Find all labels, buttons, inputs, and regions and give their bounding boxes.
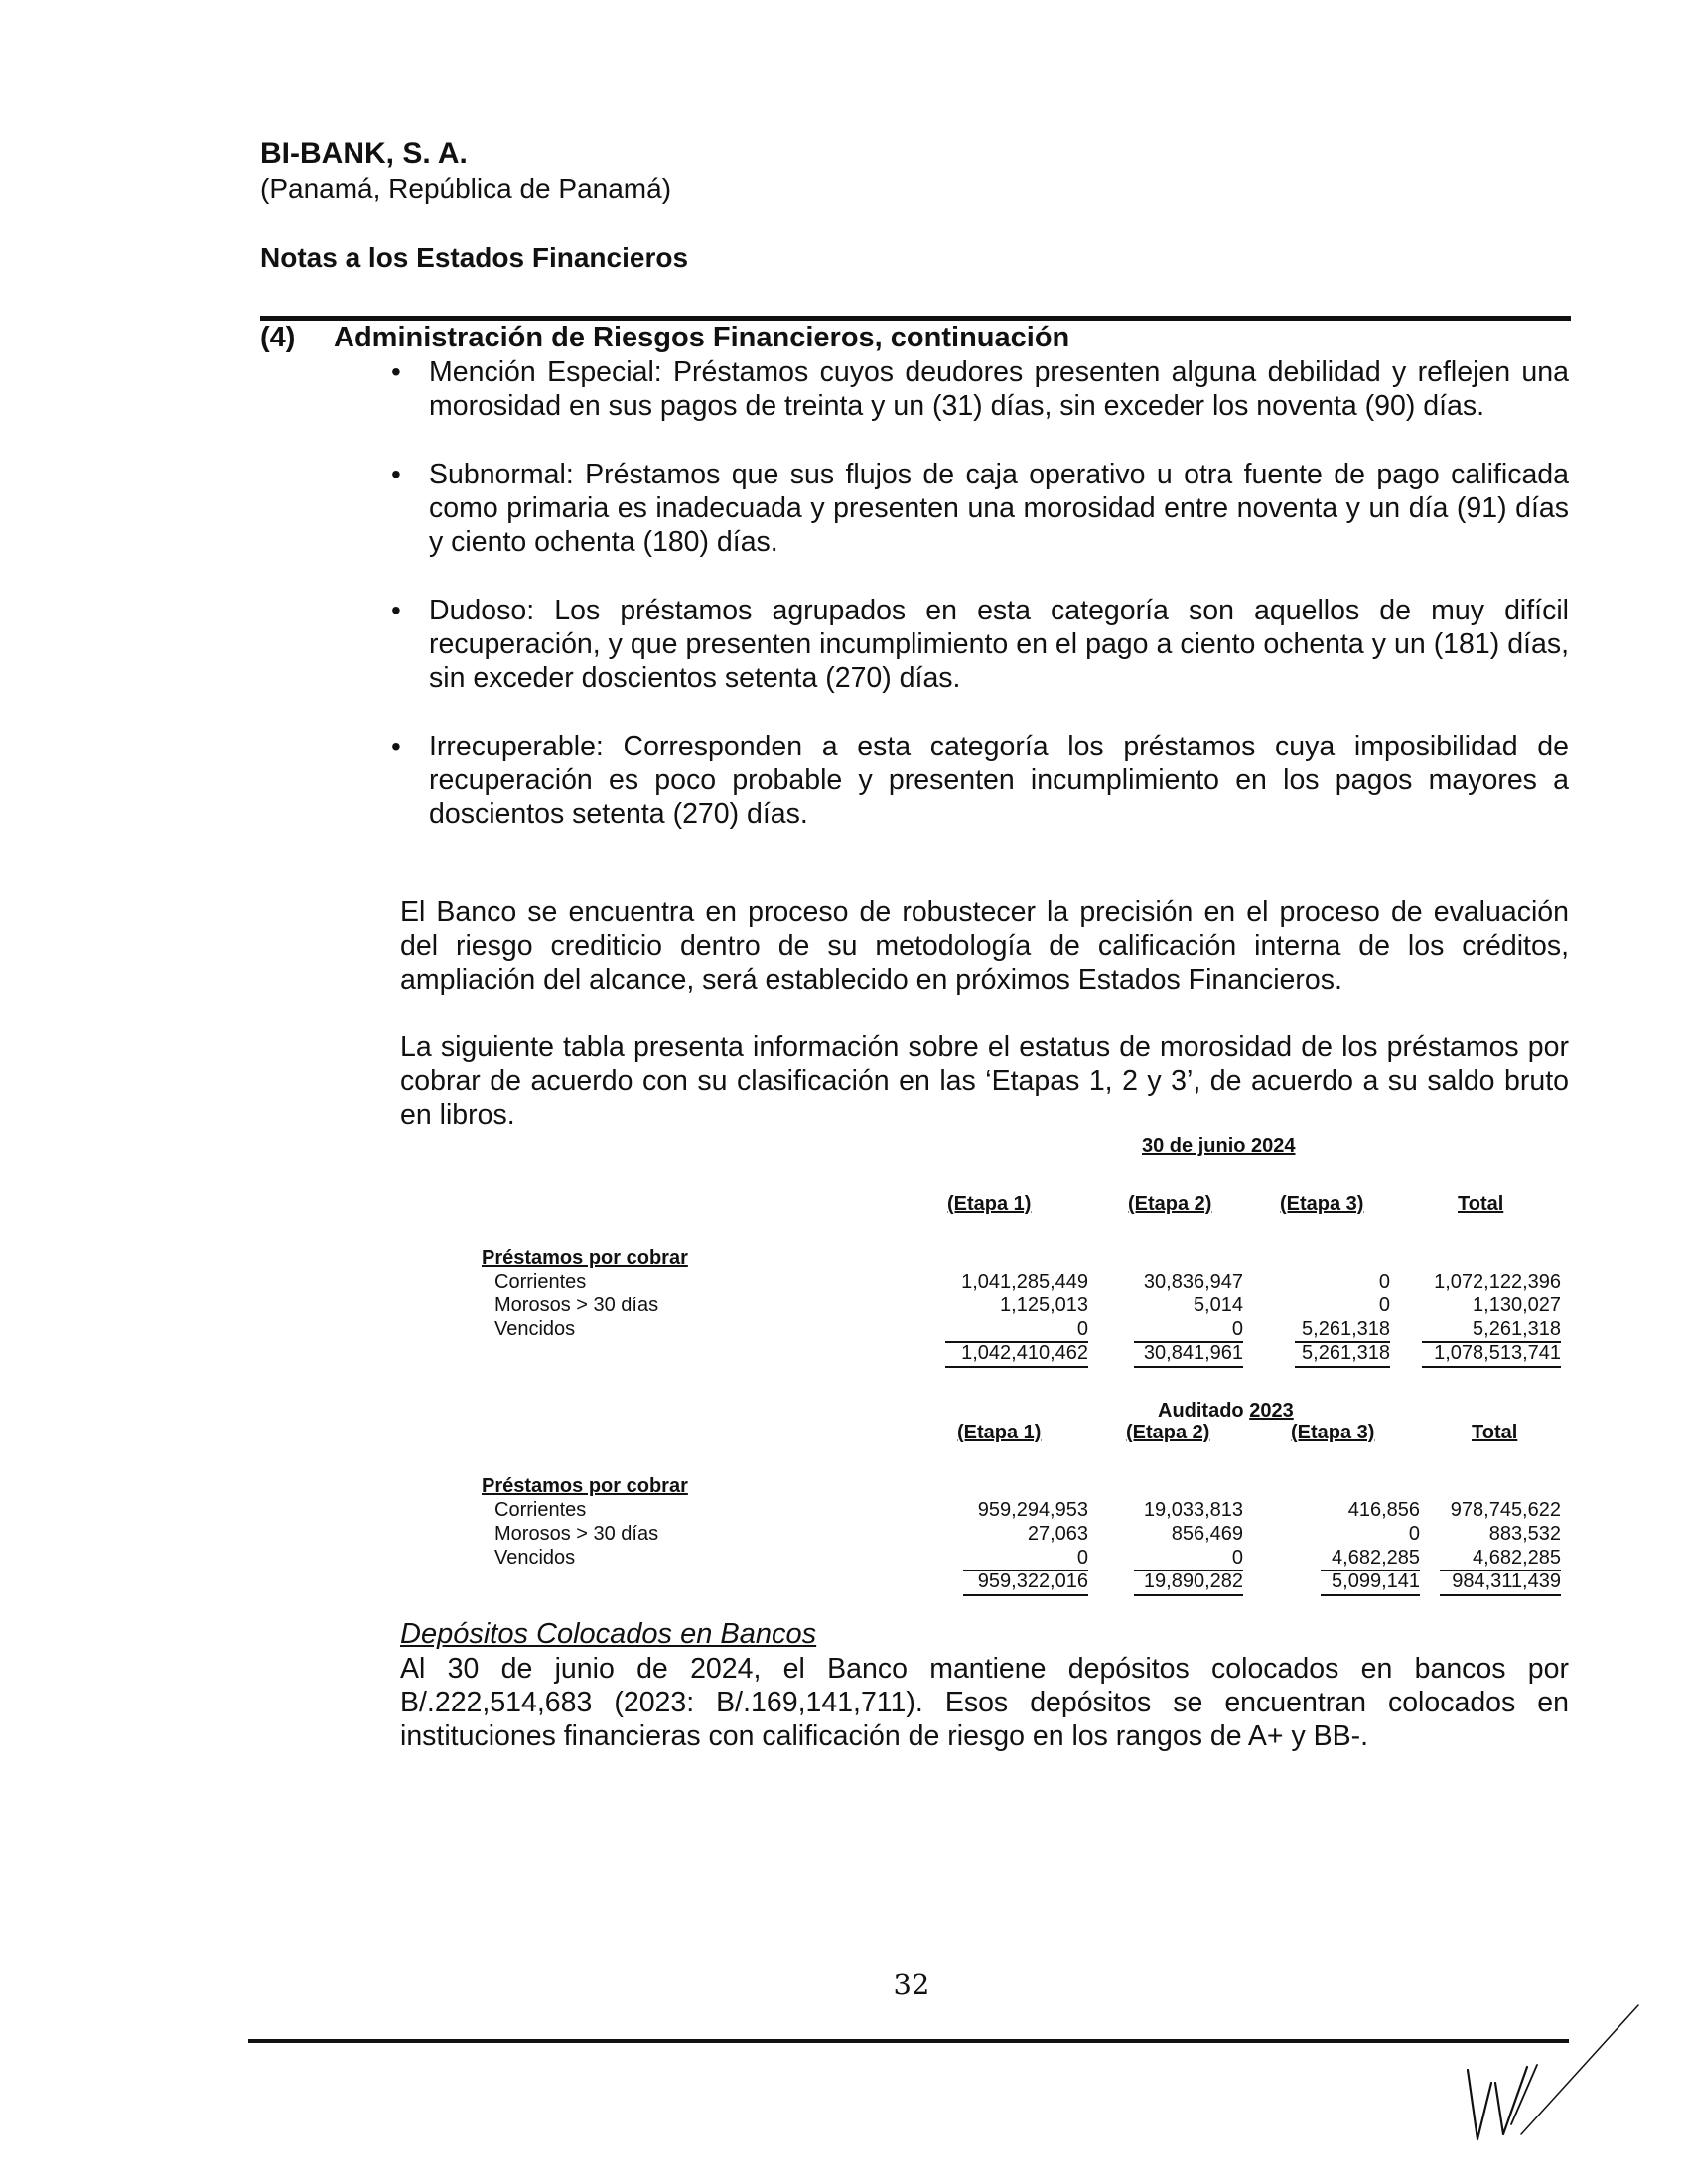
row-label: Morosos > 30 días	[494, 1523, 659, 1545]
total-rule	[1295, 1366, 1390, 1368]
bullet-subnormal: • Subnormal: Préstamos que sus flujos de caja operativo u otra fuente de pago calificada como primaria es inadecuada y presenten una morosidad entre noventa y un día (91) días y ciento ochenta (180) días.	[429, 458, 1569, 559]
deposits-heading: Depósitos Colocados en Bancos	[400, 1618, 817, 1650]
total-cell: 30,841,961	[1143, 1342, 1243, 1364]
column-header: Total	[1472, 1422, 1518, 1443]
group-label: Préstamos por cobrar	[482, 1247, 688, 1269]
table-period	[1158, 1400, 1294, 1423]
column-header: Total	[1458, 1193, 1504, 1215]
row-label: Vencidos	[494, 1547, 576, 1569]
signature-icon	[1460, 1976, 1658, 2164]
table-cell: 0	[1076, 1318, 1088, 1340]
total-rule	[1321, 1594, 1420, 1596]
table-cell: 1,125,013	[1000, 1295, 1088, 1316]
paragraph-table-intro: La siguiente tabla presenta información sobre el estatus de morosidad de los préstamos por cobrar de acuerdo con su clasificación en las ‘Etapas 1, 2 y 3’, de acuerdo a su saldo bruto en libros.	[400, 1031, 1569, 1131]
row-label: Morosos > 30 días	[494, 1295, 659, 1316]
total-rule	[1134, 1594, 1243, 1596]
section-number: (4)	[260, 322, 296, 353]
table-cell: 0	[1378, 1271, 1390, 1293]
row-label: Vencidos	[494, 1318, 576, 1340]
column-header: (Etapa 1)	[957, 1422, 1042, 1443]
row-label: Corrientes	[494, 1499, 587, 1521]
total-rule	[963, 1594, 1088, 1596]
total-cell: 19,890,282	[1143, 1570, 1243, 1592]
table-cell: 0	[1231, 1547, 1243, 1569]
table-cell: 856,469	[1171, 1523, 1243, 1545]
bullet-dudoso: • Dudoso: Los préstamos agrupados en esta categoría son aquellos de muy difícil recuperación, y que presenten incumplimiento en el pago a ciento ochenta y un (181) días, sin exceder doscientos setenta (270) días.	[429, 594, 1569, 695]
table-cell: 5,261,318	[1302, 1318, 1390, 1340]
total-cell: 984,311,439	[1452, 1570, 1561, 1592]
paragraph-evaluation: El Banco se encuentra en proceso de robustecer la precisión en el proceso de evaluación del riesgo crediticio dentro de su metodología de calificación interna de los créditos, ampliación del alcance, será establecido en próximos Estados Financieros.	[400, 896, 1569, 996]
table-cell: 27,063	[1027, 1523, 1088, 1545]
table-cell: 883,532	[1488, 1523, 1561, 1545]
risk-category-list	[429, 355, 1569, 866]
table-cell: 5,014	[1193, 1295, 1243, 1316]
column-header: (Etapa 3)	[1291, 1422, 1375, 1443]
table-cell: 4,682,285	[1473, 1547, 1561, 1569]
section-title: Administración de Riesgos Financieros, continuación	[334, 322, 1070, 353]
footer-rule	[248, 2039, 1569, 2043]
column-header: (Etapa 2)	[1126, 1422, 1210, 1443]
company-name: BI-BANK, S. A.	[260, 137, 468, 170]
table-cell: 0	[1378, 1295, 1390, 1316]
total-cell: 1,078,513,741	[1434, 1342, 1561, 1364]
table-cell: 30,836,947	[1143, 1271, 1243, 1293]
total-cell: 5,261,318	[1302, 1342, 1390, 1364]
table-period: 30 de junio 2024	[1142, 1135, 1296, 1157]
total-cell: 959,322,016	[977, 1570, 1088, 1592]
table-cell: 0	[1076, 1547, 1088, 1569]
table-cell: 978,745,622	[1450, 1499, 1561, 1521]
header-rule	[260, 316, 1571, 321]
column-header: (Etapa 3)	[1280, 1193, 1364, 1215]
column-header: (Etapa 1)	[947, 1193, 1032, 1215]
table-cell: 5,261,318	[1473, 1318, 1561, 1340]
table-cell: 416,856	[1347, 1499, 1420, 1521]
column-header: (Etapa 2)	[1128, 1193, 1212, 1215]
table-cell: 0	[1231, 1318, 1243, 1340]
table-cell: 1,041,285,449	[961, 1271, 1088, 1293]
table-cell: 959,294,953	[977, 1499, 1088, 1521]
deposits-paragraph: Al 30 de junio de 2024, el Banco mantiene depósitos colocados en bancos por B/.222,514,683 (2023: B/.169,141,711). Esos depósitos se encuentran colocados en instituciones financieras con calificación de riesgo en los rangos de A+ y BB-.	[400, 1653, 1569, 1752]
table-cell: 0	[1408, 1523, 1420, 1545]
total-rule	[1422, 1366, 1561, 1368]
table-cell: 1,072,122,396	[1434, 1271, 1561, 1293]
table-cell: 4,682,285	[1332, 1547, 1420, 1569]
period-label: Auditado	[1158, 1400, 1244, 1422]
period-year: 2023	[1249, 1400, 1294, 1422]
total-rule	[1440, 1594, 1561, 1596]
total-rule	[945, 1366, 1088, 1368]
group-label: Préstamos por cobrar	[482, 1475, 688, 1497]
company-location: (Panamá, República de Panamá)	[260, 173, 672, 204]
table-cell: 19,033,813	[1143, 1499, 1243, 1521]
total-rule	[1134, 1366, 1243, 1368]
bullet-mencion-especial: • Mención Especial: Préstamos cuyos deudores presenten alguna debilidad y reflejen una morosidad en sus pagos de treinta y un (31) días, sin exceder los noventa (90) días.	[429, 355, 1569, 423]
notes-title: Notas a los Estados Financieros	[260, 242, 689, 273]
total-cell: 5,099,141	[1332, 1570, 1420, 1592]
table-cell: 1,130,027	[1473, 1295, 1561, 1316]
bullet-irrecuperable: • Irrecuperable: Corresponden a esta categoría los préstamos cuya imposibilidad de recuperación es poco probable y presenten incumplimiento en los pagos mayores a doscientos setenta (270) días.	[429, 730, 1569, 831]
row-label: Corrientes	[494, 1271, 587, 1293]
total-cell: 1,042,410,462	[961, 1342, 1088, 1364]
page-number: 32	[893, 1968, 930, 2001]
